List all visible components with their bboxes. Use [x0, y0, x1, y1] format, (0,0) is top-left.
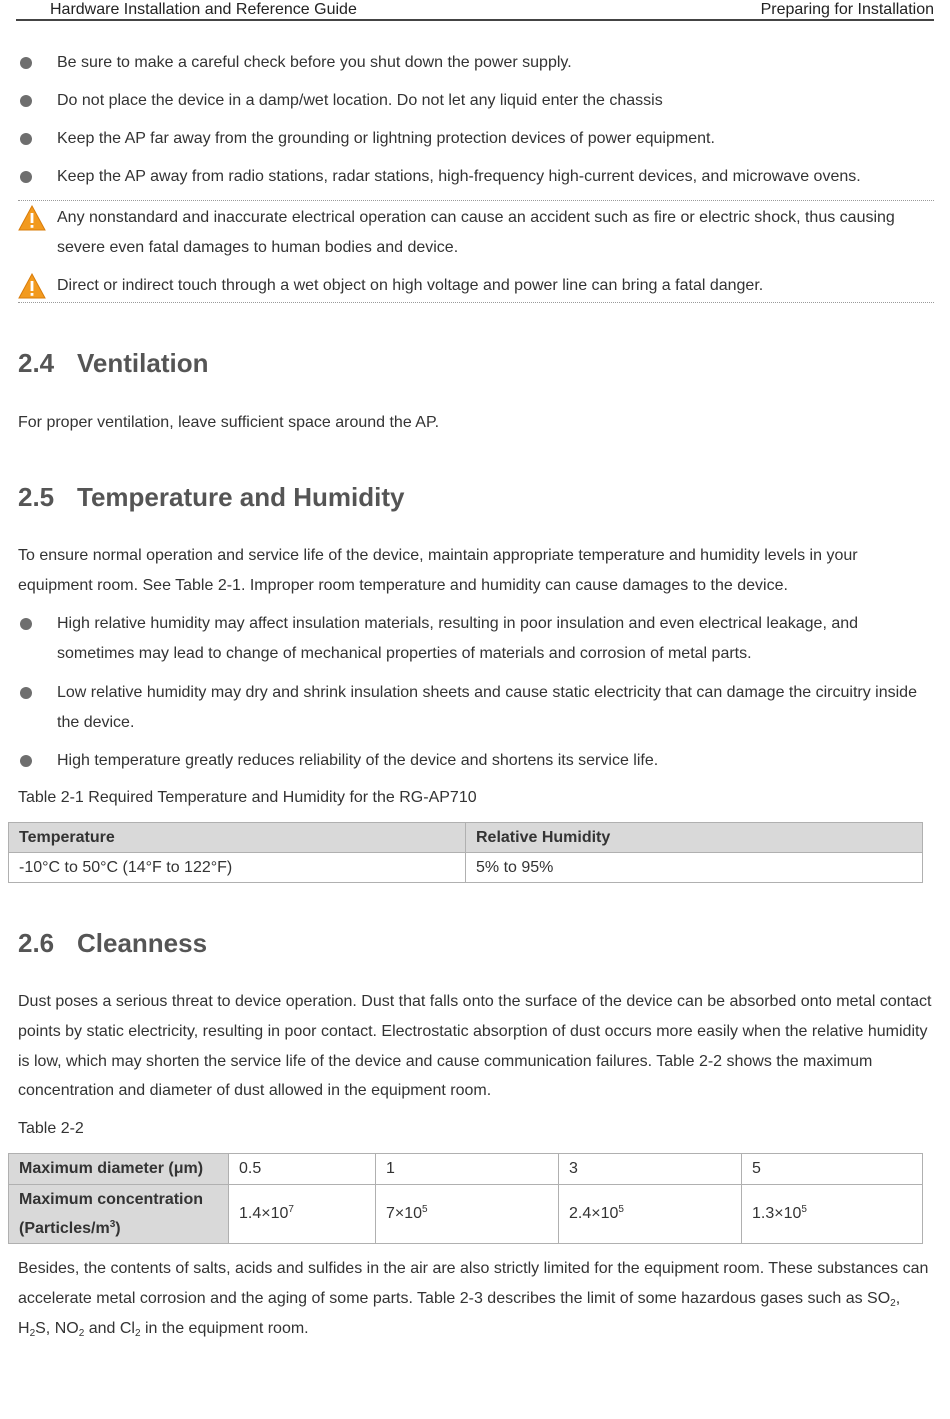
warning-icon [18, 273, 46, 299]
table-header-text: Maximum concentration [19, 1191, 204, 1208]
table-cell [742, 1185, 923, 1244]
subscript: 2 [890, 1297, 896, 1309]
table-row [9, 853, 923, 883]
table-header-cell: Relative Humidity [466, 823, 923, 853]
paragraph-text: in the equipment room. [140, 1319, 309, 1337]
table-row [9, 1154, 923, 1185]
table-cell: 5 [742, 1154, 923, 1185]
section-number: 2.6 [18, 928, 55, 958]
page-header [16, 0, 934, 21]
subscript: 2 [29, 1327, 36, 1339]
bullet-icon [20, 618, 32, 630]
section-title: Ventilation [77, 348, 209, 378]
paragraph: Dust poses a serious threat to device operation. Dust that falls onto the surface of the device can be absorbed onto metal contact points by static electricity, resulting in poor contact. Electrostatic absorption of dust occurs more easily when the relative humidity is low, which may shorten the service life of the device and cause communication failures. Table 2-2 shows the maximum concentration and diameter of dust allowed in the equipment room. [18, 993, 932, 1100]
table-header-row [9, 823, 923, 853]
table-cell: -10°C to 50°C (14°F to 122°F) [9, 853, 466, 883]
divider [18, 200, 934, 201]
value-base: 7×10 [386, 1205, 423, 1222]
paragraph-text: S, NO [35, 1319, 79, 1337]
dust-table [8, 1153, 923, 1244]
value-exponent: 5 [618, 1204, 624, 1215]
value-exponent: 7 [288, 1204, 294, 1215]
paragraph: To ensure normal operation and service life of the device, maintain appropriate temperature and humidity levels in your equipment room. See Table 2-1. Improper room temperature and humidity can cause damages to the device. [18, 547, 858, 594]
paragraph-text: , H [18, 1289, 901, 1337]
table-cell: 0.5 [229, 1154, 376, 1185]
bullet-icon [20, 95, 32, 107]
list-item-text: Low relative humidity may dry and shrink insulation sheets and cause static electricity that can damage the circuitry inside the device. [57, 684, 917, 731]
table-header-text: (Particles/m [19, 1220, 110, 1237]
table-cell [559, 1185, 742, 1244]
table-caption: Table 2-2 [18, 1120, 84, 1137]
list-item-text: High relative humidity may affect insulation materials, resulting in poor insulation and even electrical leakage, and sometimes may lead to change of mechanical properties of materials and corrosion of metal parts. [57, 615, 859, 662]
table-cell: 1 [376, 1154, 559, 1185]
table-caption: Table 2-1 Required Temperature and Humidity for the RG-AP710 [18, 789, 477, 806]
paragraph [18, 1254, 936, 1343]
header-doc-title: Hardware Installation and Reference Guide [50, 1, 357, 18]
bullet-icon [20, 755, 32, 767]
temperature-humidity-table [8, 822, 923, 883]
list-item-text: Do not place the device in a damp/wet location. Do not let any liquid enter the chassis [57, 92, 663, 109]
list-item-text: Be sure to make a careful check before you shut down the power supply. [57, 54, 572, 71]
bullet-icon [20, 57, 32, 69]
table-header-cell: Temperature [9, 823, 466, 853]
value-exponent: 5 [801, 1204, 807, 1215]
subscript: 2 [134, 1327, 141, 1339]
bullet-icon [20, 133, 32, 145]
table-cell: 5% to 95% [466, 853, 923, 883]
bullet-icon [20, 171, 32, 183]
table-header-cell: Maximum diameter (μm) [9, 1154, 229, 1185]
section-title: Cleanness [77, 928, 208, 958]
section-heading [18, 928, 207, 958]
paragraph: For proper ventilation, leave sufficient space around the AP. [18, 414, 440, 431]
table-cell: 3 [559, 1154, 742, 1185]
paragraph-text: Besides, the contents of salts, acids and sulfides in the air are also strictly limited for the equipment room. These substances can accelerate metal corrosion and the aging of some parts. Table 2-3 describes the limit of some hazardous gases such as SO [18, 1260, 929, 1307]
subscript: 2 [78, 1327, 85, 1339]
table-header-text: ) [115, 1220, 121, 1237]
divider [18, 302, 934, 303]
value-exponent: 5 [422, 1204, 428, 1215]
section-heading [18, 482, 404, 512]
section-title: Temperature and Humidity [77, 482, 405, 512]
value-base: 1.3×10 [752, 1205, 802, 1222]
warning-text: Any nonstandard and inaccurate electrical operation can cause an accident such as fire or electric shock, thus causing severe even fatal damages to human bodies and device. [57, 209, 895, 256]
table-cell [376, 1185, 559, 1244]
warning-text: Direct or indirect touch through a wet object on high voltage and power line can bring a fatal danger. [57, 277, 764, 294]
paragraph-text: and Cl [84, 1319, 135, 1337]
bullet-icon [20, 687, 32, 699]
section-number: 2.4 [18, 348, 55, 378]
list-item-text: Keep the AP away from radio stations, radar stations, high-frequency high-current devices, and microwave ovens. [57, 168, 861, 185]
header-chapter-title: Preparing for Installation [760, 1, 934, 18]
table-cell [229, 1185, 376, 1244]
warning-icon [18, 205, 46, 231]
superscript: 3 [109, 1219, 116, 1230]
list-item-text: Keep the AP far away from the grounding or lightning protection devices of power equipment. [57, 130, 715, 147]
table-row [9, 1185, 923, 1244]
table-header-cell [9, 1185, 229, 1244]
value-base: 1.4×10 [239, 1205, 289, 1222]
list-item-text: High temperature greatly reduces reliability of the device and shortens its service life. [57, 752, 659, 769]
section-number: 2.5 [18, 482, 55, 512]
section-heading [18, 348, 208, 378]
value-base: 2.4×10 [569, 1205, 619, 1222]
